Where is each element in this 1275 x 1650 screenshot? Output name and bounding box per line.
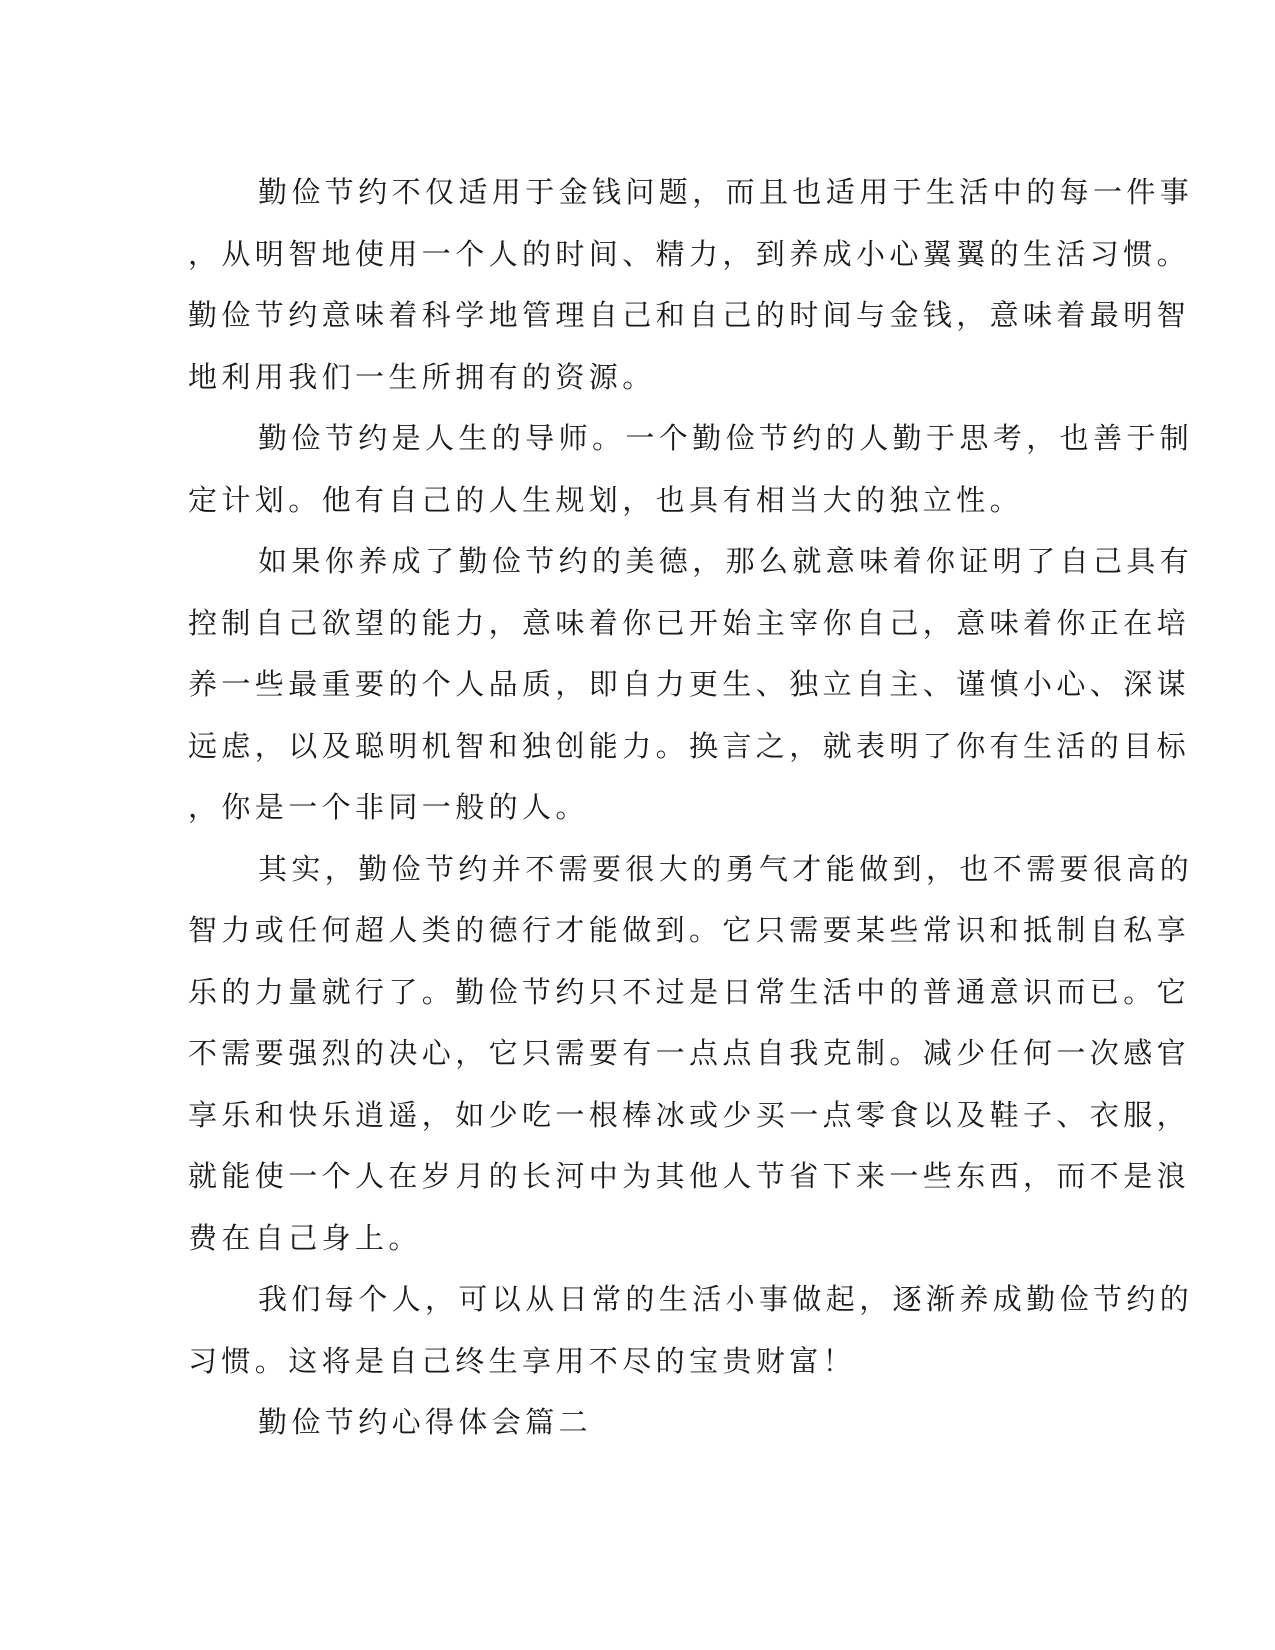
text-line: 其实，勤俭节约并不需要很大的勇气才能做到，也不需要很高的 <box>258 851 1194 886</box>
text-line: ，你是一个非同一般的人。 <box>188 790 589 824</box>
text-line: 智力或任何超人类的德行才能做到。它只需要某些常识和抵制自私享 <box>188 913 1191 947</box>
text-line: 地利用我们一生所拥有的资源。 <box>188 359 656 394</box>
text-line: 养一些最重要的个人品质，即自力更生、独立自主、谨慎小心、深谋 <box>188 667 1191 701</box>
text-line: 不需要强烈的决心，它只需要有一点点自我克制。减少任何一次感官 <box>188 1036 1191 1070</box>
text-line: 远虑，以及聪明机智和独创能力。换言之，就表明了你有生活的目标 <box>188 728 1191 763</box>
text-line: 定计划。他有自己的人生规划，也具有相当大的独立性。 <box>188 482 1024 517</box>
text-line: 如果你养成了勤俭节约的美德，那么就意味着你证明了自己具有 <box>258 544 1194 578</box>
text-line: 就能使一个人在岁月的长河中为其他人节省下来一些东西，而不是浪 <box>188 1159 1191 1193</box>
text-line: 控制自己欲望的能力，意味着你已开始主宰你自己，意味着你正在培 <box>188 605 1191 640</box>
text-line: 享乐和快乐逍遥，如少吃一根棒冰或少买一点零食以及鞋子、衣服， <box>188 1097 1191 1132</box>
text-line: 习惯。这将是自己终生享用不尽的宝贵财富！ <box>188 1343 857 1378</box>
text-line: 勤俭节约心得体会篇二 <box>258 1405 593 1439</box>
text-line: 我们每个人，可以从日常的生活小事做起，逐渐养成勤俭节约的 <box>258 1282 1194 1316</box>
text-line: 乐的力量就行了。勤俭节约只不过是日常生活中的普通意识而已。它 <box>188 974 1191 1009</box>
paragraph-3 <box>188 531 1194 839</box>
section-heading <box>188 1392 1088 1454</box>
text-line: ，从明智地使用一个人的时间、精力，到养成小心翼翼的生活习惯。 <box>188 236 1191 271</box>
text-line: 勤俭节约是人生的导师。一个勤俭节约的人勤于思考，也善于制 <box>258 421 1194 455</box>
text-line: 勤俭节约不仅适用于金钱问题，而且也适用于生活中的每一件事 <box>258 175 1194 209</box>
paragraph-5 <box>188 1269 1194 1392</box>
paragraph-2 <box>188 408 1194 531</box>
text-line: 勤俭节约意味着科学地管理自己和自己的时间与金钱，意味着最明智 <box>188 298 1191 332</box>
document-body <box>188 162 1194 1454</box>
text-line: 费在自己身上。 <box>188 1220 422 1255</box>
paragraph-4 <box>188 839 1194 1270</box>
paragraph-1 <box>188 162 1194 408</box>
